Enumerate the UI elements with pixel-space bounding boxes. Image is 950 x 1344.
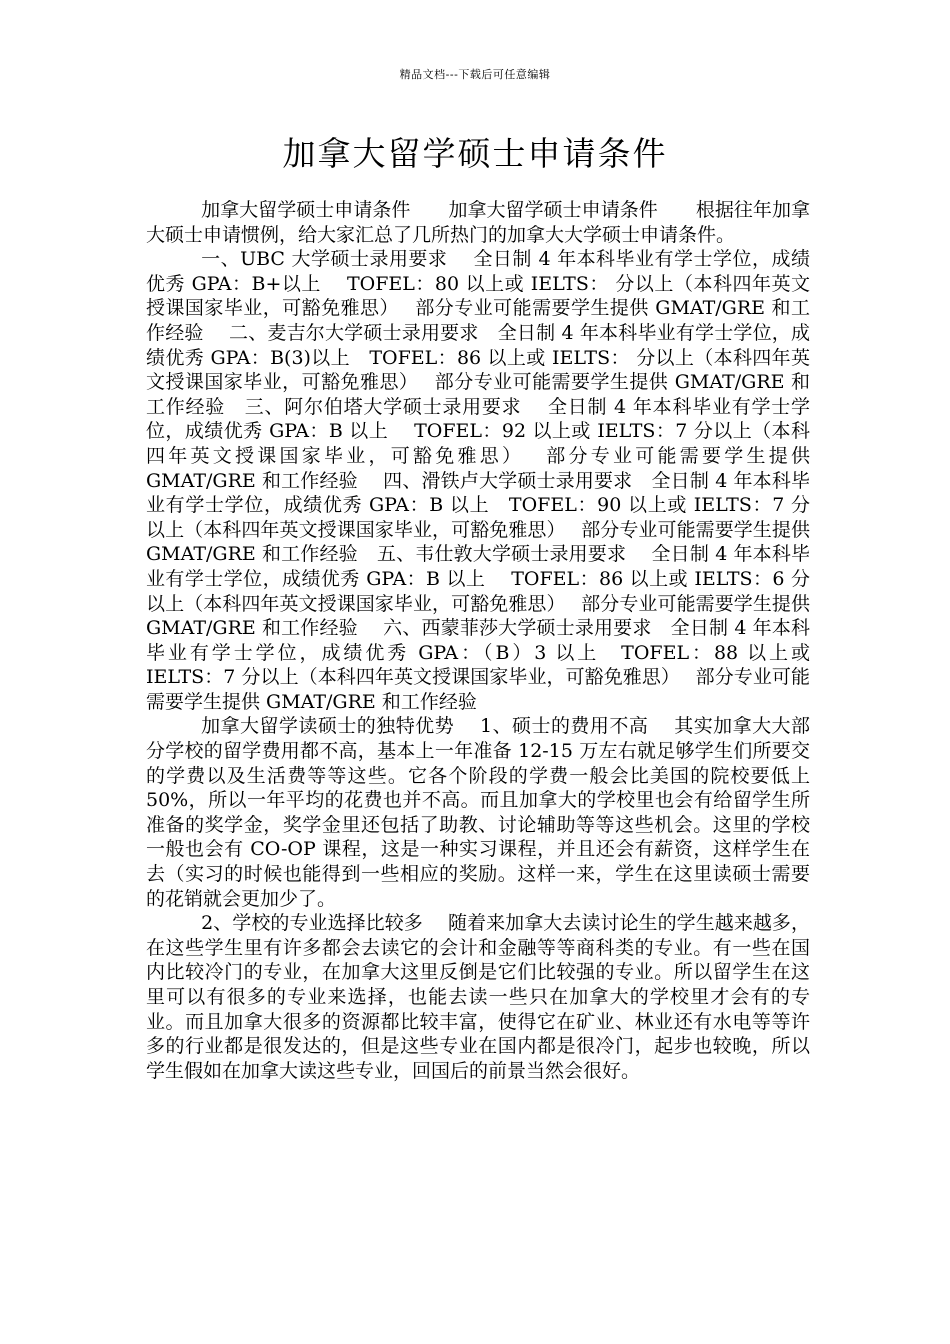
advantages-paragraph: 加拿大留学读硕士的独特优势 1、硕士的费用不高 其实加拿大大部分学校的留学费用都不高，基本上一年准备 12-15 万左右就足够学生们所要交的学费以及生活费等等这些。它各个阶段的学费一般会比美国的院校要低上 50%，所以一年平均的花费也并不高。而且加拿大的学校里也会有给留学生所准备的奖学金，奖学金里还包括了助教、讨论辅助等等这些机会。这里的学校一般也会有 CO-OP 课程，这是一种实习课程，并且还会有薪资，这样学生在去（实习的时候也能得到一些相应的奖励。这样一来，学生在这里读硕士需要的花销就会更加少了。 [146, 715, 810, 910]
majors-paragraph: 2、学校的专业选择比较多 随着来加拿大去读讨论生的学生越来越多，在这些学生里有许多都会去读它的会计和金融等等商科类的专业。有一些在国内比较冷门的专业，在加拿大这里反倒是它们比较强的专业。所以留学生在这里可以有很多的专业来选择，也能去读一些只在加拿大的学校里才会有的专业。而且加拿大很多的资源都比较丰富，使得它在矿业、林业还有水电等等许多的行业都是很发达的，但是这些专业在国内都是很冷门，起步也较晚，所以学生假如在加拿大读这些专业，回国后的前景当然会很好。 [146, 912, 810, 1082]
intro-paragraph: 加拿大留学硕士申请条件 加拿大留学硕士申请条件 根据往年加拿大硕士申请惯例，给大家汇总了几所热门的加拿大大学硕士申请条件。 [146, 199, 810, 246]
requirements-paragraph: 一、UBC 大学硕士录用要求 全日制 4 年本科毕业有学士学位，成绩优秀 GPA：B+以上 TOFEL：80 以上或 IELTS： 分以上（本科四年英文授课国家毕业，可豁免雅思） 部分专业可能需要学生提供 GMAT/GRE 和工作经验 二、麦吉尔大学硕士录用要求 全日制 4 年本科毕业有学士学位，成绩优秀 GPA：B(3)以上 TOFEL：86 以上或 IELTS： 分以上（本科四年英文授课国家毕业，可豁免雅思） 部分专业可能需要学生提供 GMAT/GRE 和工作经验 三、阿尔伯塔大学硕士录用要求 全日制 4 年本科毕业有学士学位，成绩优秀 GPA：B 以上 TOFEL：92 以上或 IELTS：7 分以上（本科四年英文授课国家毕业，可豁免雅思） 部分专业可能需要学生提供 GMAT/GRE 和工作经验 四、滑铁卢大学硕士录用要求 全日制 4 年本科毕业有学士学位，成绩优秀 GPA：B 以上 TOFEL：90 以上或 IELTS：7 分以上（本科四年英文授课国家毕业，可豁免雅思） 部分专业可能需要学生提供 GMAT/GRE 和工作经验 五、韦仕敦大学硕士录用要求 全日制 4 年本科毕业有学士学位，成绩优秀 GPA：B 以上 TOFEL：86 以上或 IELTS：6 分以上（本科四年英文授课国家毕业，可豁免雅思） 部分专业可能需要学生提供 GMAT/GRE 和工作经验 六、西蒙菲莎大学硕士录用要求 全日制 4 年本科毕业有学士学位，成绩优秀 GPA：（B）3 以上 TOFEL：88 以上或 IELTS：7 分以上（本科四年英文授课国家毕业，可豁免雅思） 部分专业可能需要学生提供 GMAT/GRE 和工作经验 [146, 248, 810, 713]
document-title: 加拿大留学硕士申请条件 [282, 134, 668, 173]
document-body [146, 198, 810, 1083]
header-note: 精品文档---下载后可任意编辑 [399, 68, 551, 81]
